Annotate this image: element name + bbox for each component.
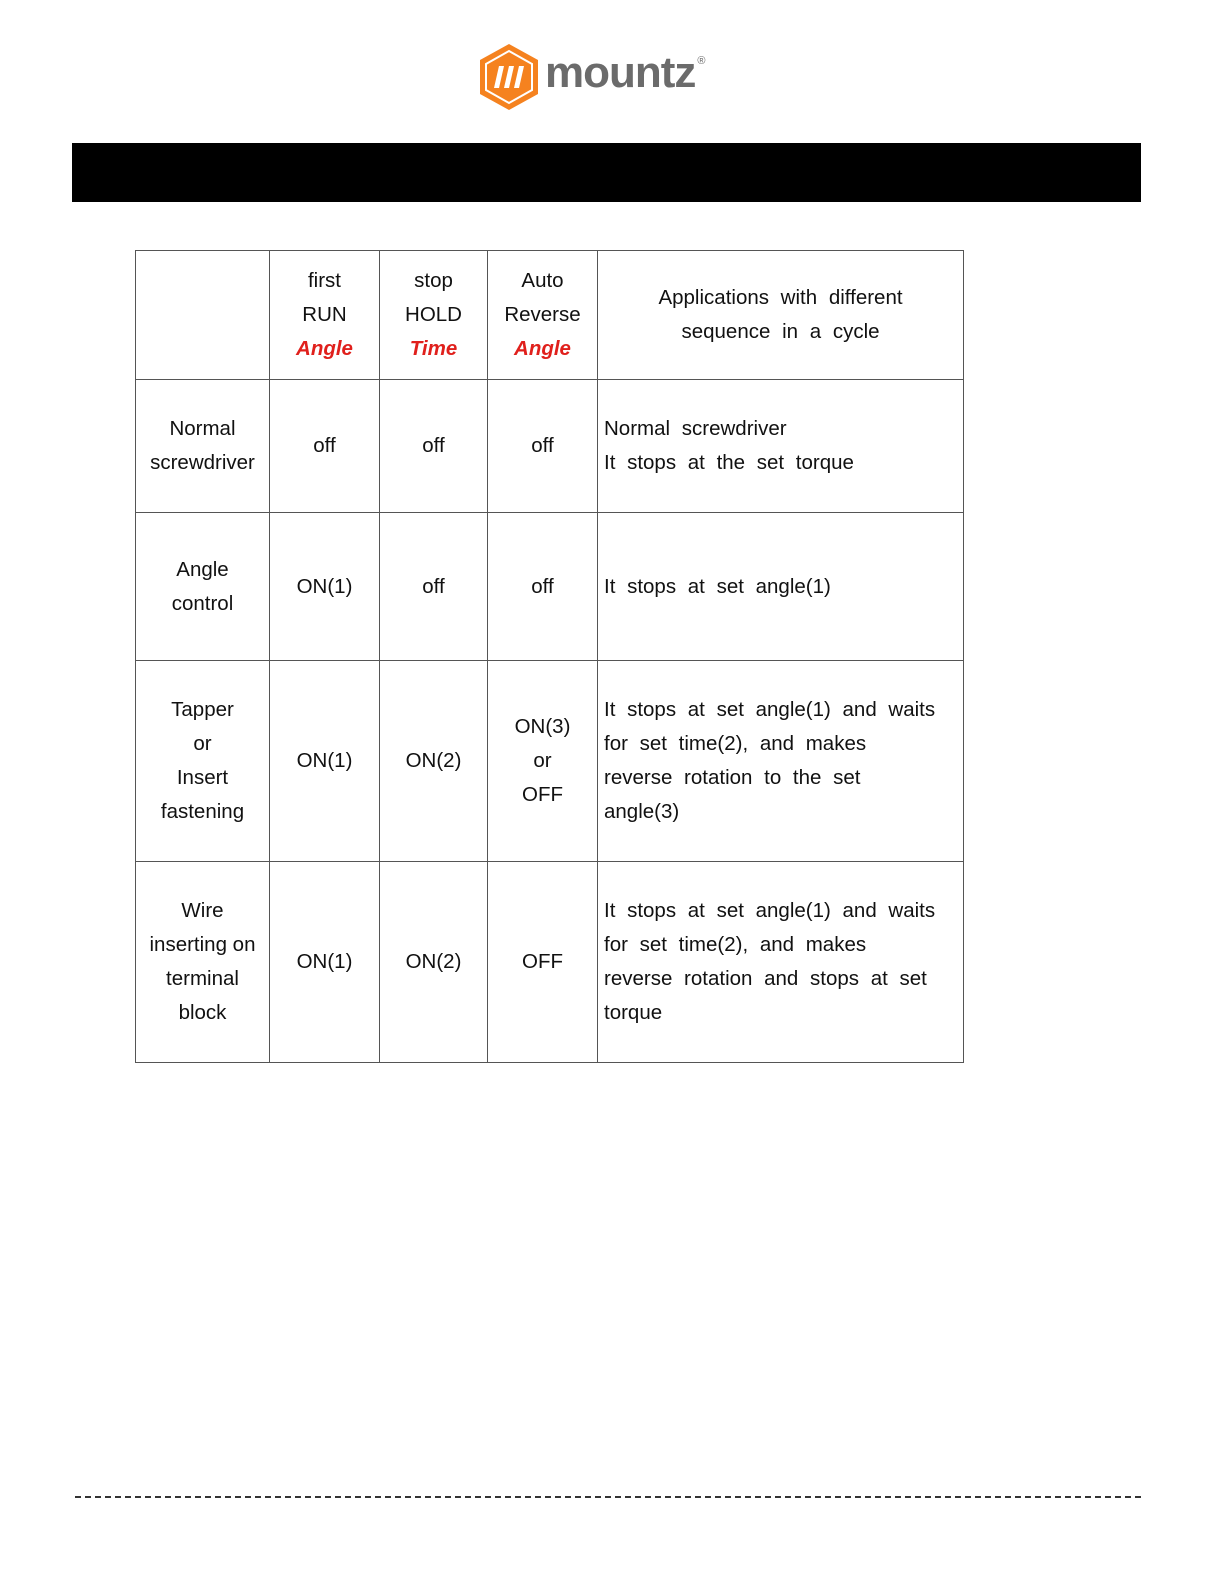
hold-time-value: ON(2) bbox=[380, 661, 488, 862]
run-angle-value: off bbox=[270, 380, 380, 513]
mountz-hexagon-icon bbox=[477, 42, 541, 112]
header-stop-hold: stop HOLD Time bbox=[380, 251, 488, 380]
table-row bbox=[136, 862, 964, 1063]
application-description: Normal screwdriver It stops at the set torque bbox=[598, 380, 964, 513]
section-header-bar bbox=[72, 143, 1141, 202]
table-row bbox=[136, 661, 964, 862]
reverse-angle-value: OFF bbox=[488, 862, 598, 1063]
footer-divider bbox=[75, 1496, 1141, 1498]
application-description: It stops at set angle(1) and waits for set time(2), and makes reverse rotation to the set angle(3) bbox=[598, 661, 964, 862]
row-label: Wire inserting on terminal block bbox=[136, 862, 270, 1063]
application-description: It stops at set angle(1) bbox=[598, 513, 964, 661]
sequence-table bbox=[135, 250, 964, 1063]
header-applications: Applications with different sequence in a cycle bbox=[598, 251, 964, 380]
brand-name: mountz bbox=[545, 48, 696, 97]
row-label: Normal screwdriver bbox=[136, 380, 270, 513]
header-empty-cell bbox=[136, 251, 270, 380]
hold-time-value: off bbox=[380, 380, 488, 513]
table-row bbox=[136, 380, 964, 513]
run-angle-value: ON(1) bbox=[270, 661, 380, 862]
table-row bbox=[136, 513, 964, 661]
application-description: It stops at set angle(1) and waits for set time(2), and makes reverse rotation and stops at set torque bbox=[598, 862, 964, 1063]
table-header-row bbox=[136, 251, 964, 380]
run-angle-value: ON(1) bbox=[270, 862, 380, 1063]
header-first-run: first RUN Angle bbox=[270, 251, 380, 380]
row-label: Angle control bbox=[136, 513, 270, 661]
hold-time-value: ON(2) bbox=[380, 862, 488, 1063]
run-angle-value: ON(1) bbox=[270, 513, 380, 661]
reverse-angle-value: ON(3) or OFF bbox=[488, 661, 598, 862]
header-auto-reverse: Auto Reverse Angle bbox=[488, 251, 598, 380]
mountz-logo bbox=[477, 42, 706, 112]
reverse-angle-value: off bbox=[488, 380, 598, 513]
reverse-angle-value: off bbox=[488, 513, 598, 661]
registered-mark: ® bbox=[697, 55, 706, 67]
row-label: Tapper or Insert fastening bbox=[136, 661, 270, 862]
hold-time-value: off bbox=[380, 513, 488, 661]
